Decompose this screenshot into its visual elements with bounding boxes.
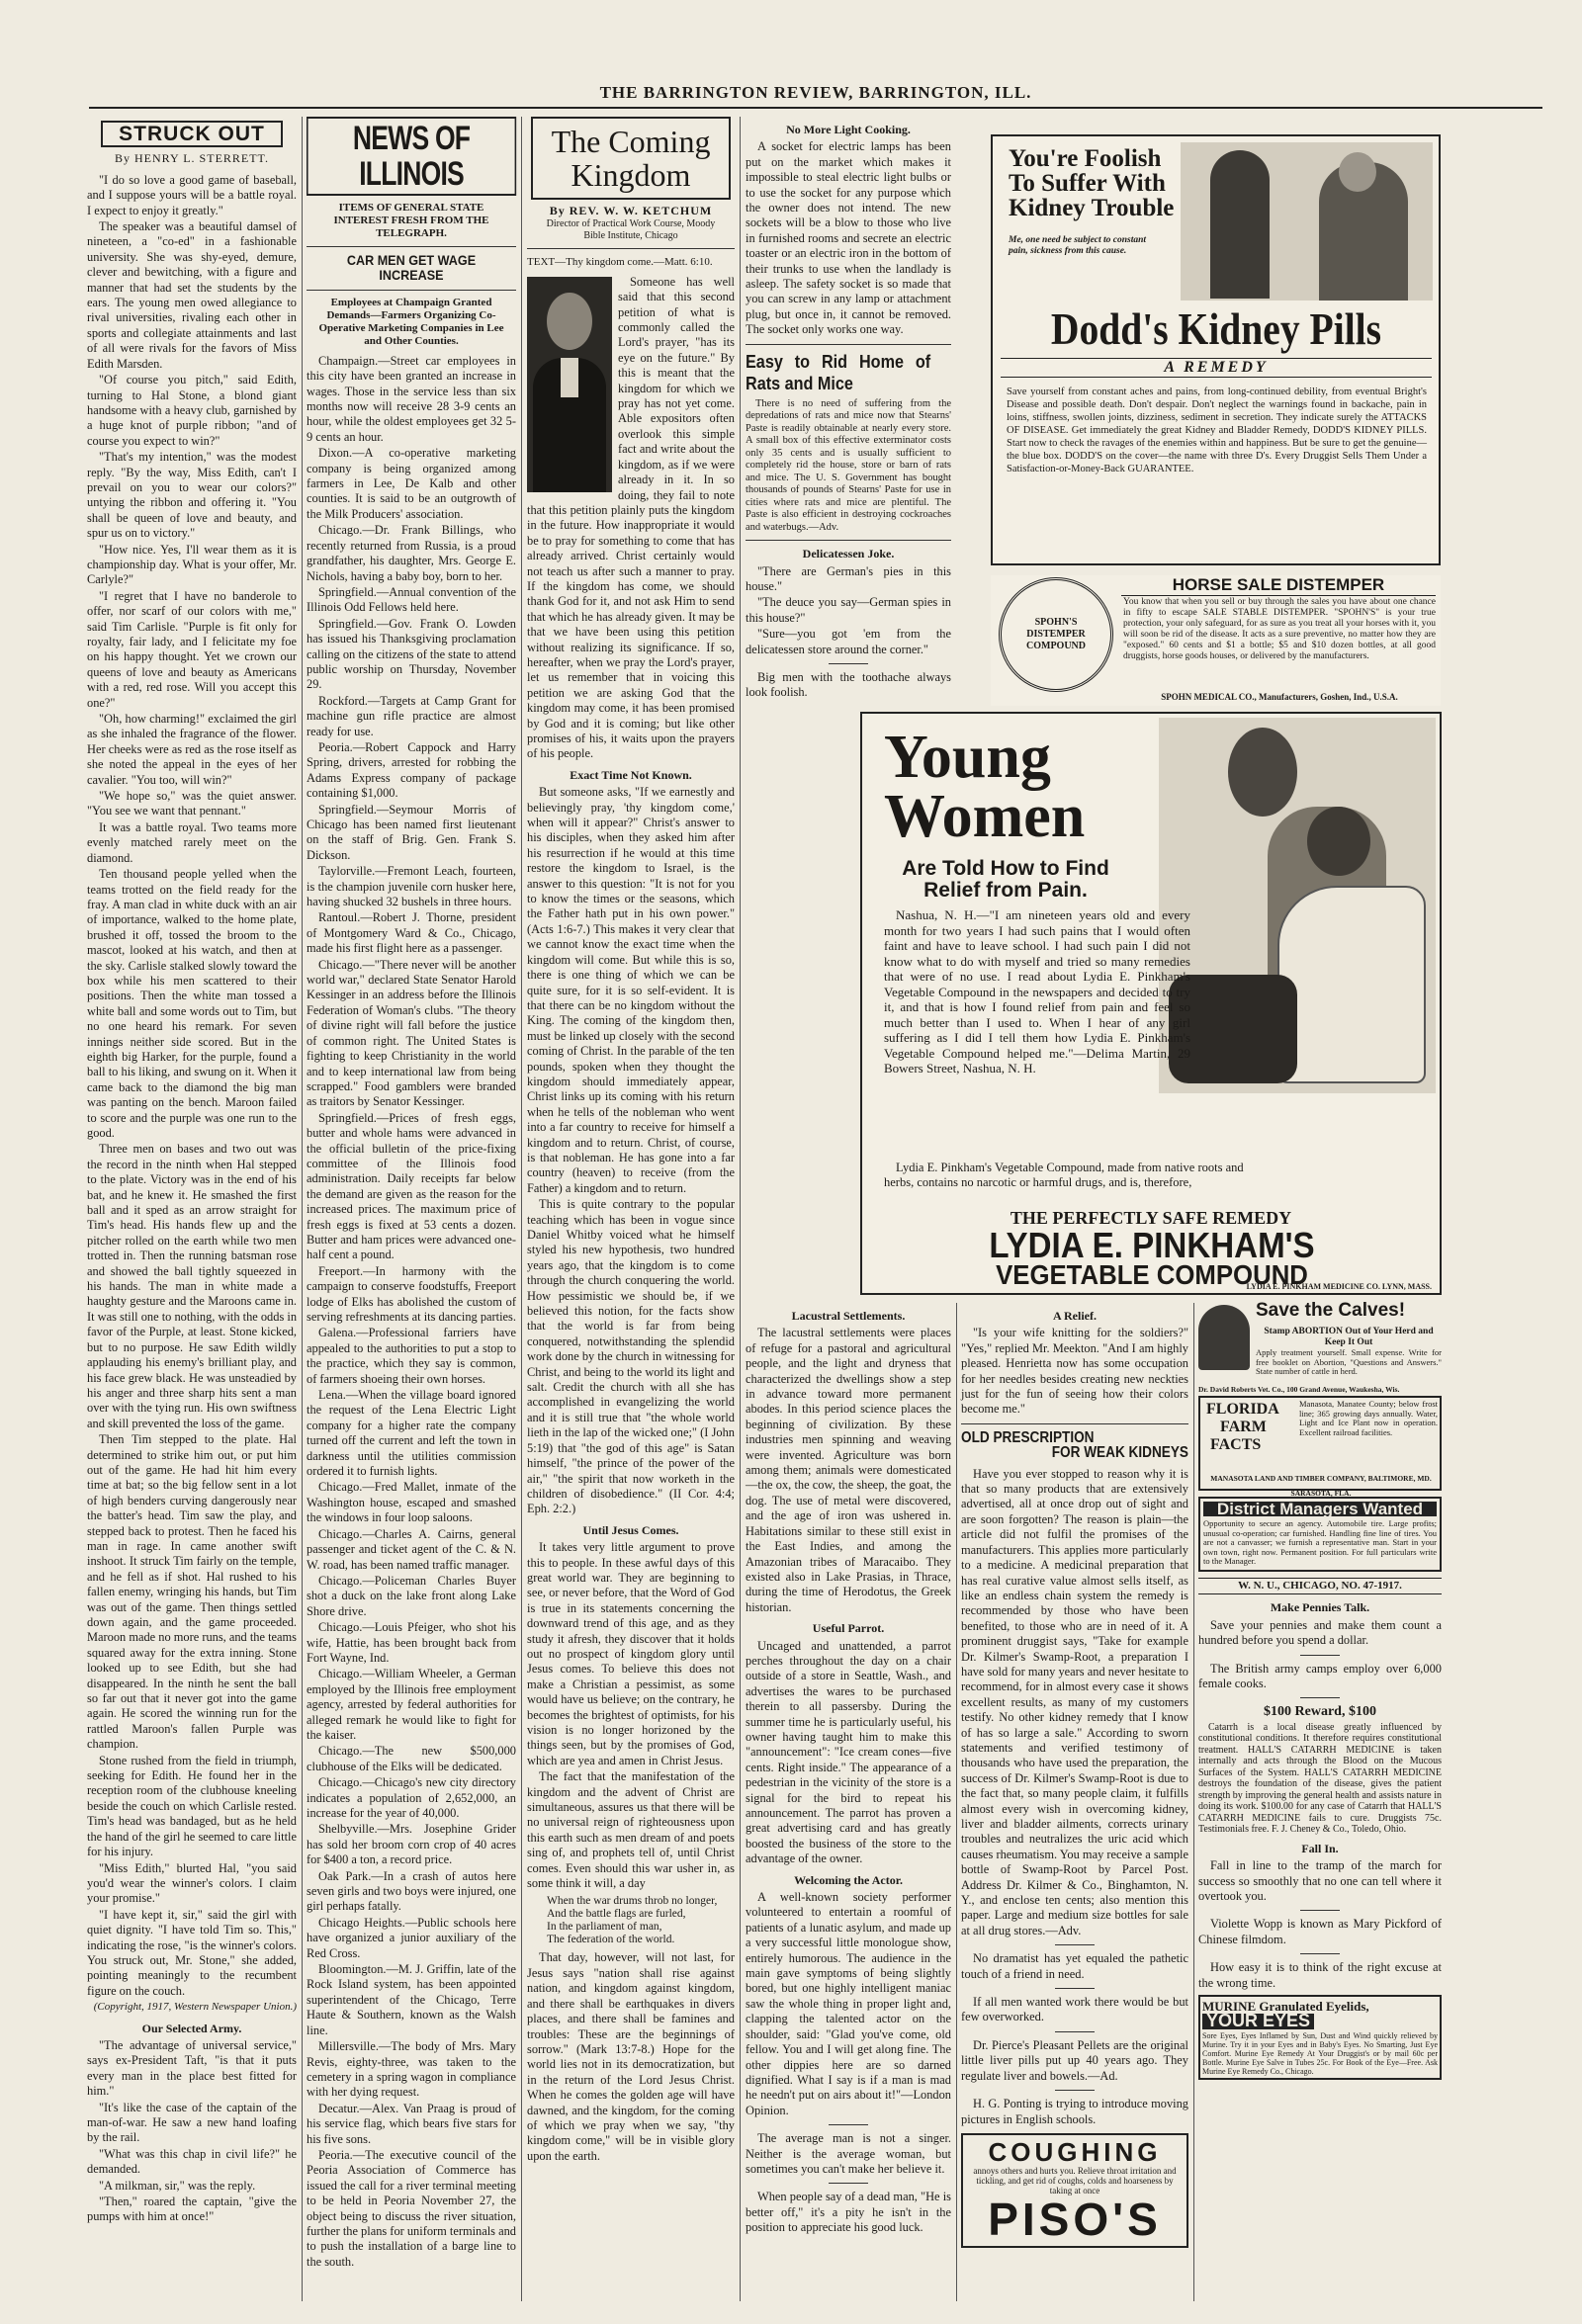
column-news-of-illinois <box>307 117 516 2301</box>
column-rule <box>1193 1303 1194 2301</box>
news-item: Chicago.—Dr. Frank Billings, who recently returned from Russia, is a proud grandfather, his daughter, Mrs. George E. Nichols, having a baby boy, born to her. <box>307 523 516 583</box>
managers-body: Opportunity to secure an agency. Automobile tire. Large profits; unusual co-operation; car furnished. Handling fine line of tires. You are not a canvasser; we furnish a representative man. Start in your own town, right now. Permanent position. For full particulars write to the Manager. <box>1203 1518 1437 1567</box>
illinois-items <box>307 354 516 2270</box>
story-paragraph: Then Tim stepped to the plate. Hal determined to strike him out, or put him out of the game. He had hit him every time at bat; so the big fellow sent in a lot of high benders curving dangerously near the batter's head. Tim saw the play, and stepped back to protest. Then he faced his man in rage. In came another swift inshoot. It struck Tim fairly on the temple, and he fell as if shot. Hal rushed to his fallen enemy, wringing his hands, but Tim was out of the game. Then things settled down again, and the game proceeded. Maroon made no more runs, and the teams squared away for the extra inning. Stone looked up to see Edith, but she had disappeared. In the ninth he sent the ball so far out that it never got into the game again. He scored the winning run for the rattled Maroon's fallen Purple was champion. <box>87 1432 297 1752</box>
kingdom-subhead-1: Exact Time Not Known. <box>570 767 692 782</box>
poem-line: In the parliament of man, <box>547 1921 662 1934</box>
pinkham-brand-1: LYDIA E. PINKHAM'S <box>989 1225 1315 1265</box>
prescription-title-2: FOR WEAK KIDNEYS <box>1051 1444 1188 1462</box>
portrait-head <box>547 293 592 350</box>
army-paragraph: "It's like the case of the captain of the man-of-war. He saw a new hand loafing by the rail. <box>87 2100 297 2145</box>
column-struck-out <box>87 117 297 2301</box>
story-paragraph: "Oh, how charming!" exclaimed the girl as she inhaled the fragrance of the flower. Her cheeks were as red as the rose itself as she noted the appeal in the eyes of her cavalier. "You too, will win?" <box>87 712 297 787</box>
column-classifieds <box>1198 1300 1442 2301</box>
light-cooking-title: No More Light Cooking. <box>786 123 911 136</box>
parrot-title: Useful Parrot. <box>812 1621 885 1636</box>
copyright-credit: (Copyright, 1917, Western Newspaper Union.) <box>93 2001 297 2014</box>
spohn-seal <box>999 577 1113 692</box>
news-item: Springfield.—Seymour Morris of Chicago has been named first lieutenant on the staff of Brig. Gen. Frank S. Dickson. <box>307 802 516 862</box>
news-item: Springfield.—Gov. Frank O. Lowden has issued his Thanksgiving proclamation calling on the citizens of the state to attend public worship on Thursday, November 29. <box>307 616 516 692</box>
dodds-illustration <box>1181 142 1433 301</box>
reward-body: Catarrh is a local disease greatly influenced by constitutional conditions. It therefore requires constitutional treatment. HALL'S CATARRH MEDICINE is taken internally and acts through the Blood on the Mucous Surfaces of the System. HALL'S CATARRH MEDICINE destroys the foundation of the disease, gives the patient strength by improving the general health and assists nature in doing its work. $100.00 for any case of Catarrh that HALL'S CATARRH MEDICINE fails to cure. Druggists 75c. Testimonials free. F. J. Cheney & Co., Toledo, Ohio. <box>1198 1721 1442 1836</box>
joke-line: "Sure—you got 'em from the delicatessen store around the corner." <box>746 627 951 656</box>
divider <box>307 246 516 247</box>
cooks-line: The British army camps employ over 6,000 female cooks. <box>1198 1661 1442 1690</box>
news-item: Springfield.—Annual convention of the Illinois Odd Fellows held here. <box>307 584 516 615</box>
army-title: Our Selected Army. <box>141 2021 242 2035</box>
divider <box>1055 1944 1095 1945</box>
ad-pisos <box>961 2133 1188 2248</box>
pinkham-subtitle <box>882 858 1129 902</box>
poem-line: And the battle flags are furled, <box>547 1908 686 1921</box>
story-paragraph: It was a battle royal. Two teams more evenly matched rarely meet on the diamond. <box>87 819 297 865</box>
army-body <box>87 2038 297 2225</box>
news-item: Galena.—Professional farriers have appealed to the authorities to put a stop to the practice, which they say is common, of farmers shoeing their own horses. <box>307 1326 516 1386</box>
news-item: Chicago.—The new $500,000 clubhouse of the Elks will be dedicated. <box>307 1744 516 1773</box>
news-item: Chicago.—Chicago's new city directory indicates a population of 2,652,000, an increase for the year of 40,000. <box>307 1775 516 1820</box>
news-item: Taylorville.—Fremont Leach, fourteen, is the champion juvenile corn husker here, having shucked 32 bushels in three hours. <box>307 864 516 909</box>
murine-body: Sore Eyes, Eyes Inflamed by Sun, Dust and Wind quickly relieved by Murine. Try it in your Eyes and in Baby's Eyes. No Smarting, Just Eye Comfort. Murine Eye Remedy At Your Druggist's or by mail 60c per Bottle. Murine Eye Salve in Tubes 25c. For Book of the Eye—Free. Ask Murine Eye Remedy Co., Chicago. <box>1202 2030 1438 2076</box>
news-item: Chicago.—William Wheeler, a German employed by the Illinois free employment agency, arrested by federal authorities for alleged remark he would like to fight for the kaiser. <box>307 1667 516 1742</box>
joke-line: "There are German's pies in this house." <box>746 563 951 593</box>
news-item: Chicago.—Louis Pfeiger, who shot his wife, Hattie, has been brought back from Fort Wayne, Ind. <box>307 1620 516 1665</box>
parrot-body: Uncaged and unattended, a parrot perches throughout the day on a chair outside of a store in Seattle, Wash., and advertises the wares to be purchased therein to all passersby. During the summer time he is particularly useful, his owner having taught him to make this "announcement": "Ice cream cones—five cents. Right inside." The appearance of a pedestrian in the vicinity of the store is a signal for the bird to repeat his announcement. The parrot has proven a great advertising card and has greatly boosted the business of the store to the advantage of the owner. <box>746 1638 951 1866</box>
news-item: Rockford.—Targets at Camp Grant for machine gun rifle practice are almost ready for use. <box>307 693 516 738</box>
illinois-deck: CAR MEN GET WAGE INCREASE <box>346 252 477 284</box>
poem-line: When the war drums throb no longer, <box>547 1895 718 1908</box>
prescription-body: Have you ever stopped to reason why it is that so many products that are extensively advertised, all at once drop out of sight and are soon forgotten? The reason is plain—the article did not fulfil the promises of the manufacturers. This applies more particularly to a medicine. A medicinal preparation that has real curative value almost sells itself, as like an endless chain system the remedy is recommended by those who have been benefited, to those who are in need of it. A prominent druggist says, "Take for example Dr. Kilmer's Swamp-Root, a preparation I have sold for many years and never hesitate to recommend, for in almost every case it shows excellent results, as many of my customers testify. No other kidney remedy that I know of has so large a sale." According to sworn statements and verified testimony of thousands who have used the preparation, the success of Dr. Kilmer's Swamp-Root is due to the fact that, so many people claim, it fulfills almost every wish in overcoming kidney, liver and bladder ailments, corrects urinary troubles and neutralizes the uric acid which causes rheumatism. You may receive a sample bottle of Swamp-Root by Parcel Post. Address Dr. Kilmer & Co., Binghamton, N. Y., and enclose ten cents; also mention this paper. Large and medium size bottles for sale at all drug stores.—Adv. <box>961 1466 1188 1937</box>
news-item: Rantoul.—Robert J. Thorne, president of Montgomery Ward & Co., Chicago, made his first flight here as a passenger. <box>307 910 516 956</box>
story-paragraph: "We hope so," was the quiet answer. "You see we want that pennant." <box>87 789 297 818</box>
portrait-collar <box>561 358 578 397</box>
prescription-title-1: OLD PRESCRIPTION <box>961 1428 1095 1446</box>
kingdom-paragraph: The fact that the manifestation of the kingdom and the advent of Christ are simultaneous, assures us that there will be no universal reign of righteousness upon this earth such as men dream of and poets sing of, and prophets tell of, until Christ comes. Even should this war usher in, as some think it will, a day <box>527 1769 735 1891</box>
story-byline: By HENRY L. STERRETT. <box>115 151 269 166</box>
pinkham-sub-2: Relief from Pain. <box>923 879 1088 902</box>
kingdom-body-4 <box>527 1950 735 2164</box>
story-paragraph: "Miss Edith," blurted Hal, "you said you'd wear the winner's colors. I claim your promise." <box>87 1860 297 1906</box>
reward-title: $100 Reward, $100 <box>1264 1704 1376 1720</box>
illinois-deck-2: Employees at Champaign Granted Demands—Farmers Organizing Co-Operative Marketing Companies in Lee and Other Counties. <box>318 296 504 347</box>
news-item: Decatur.—Alex. Van Praag is proud of his service flag, which bears five stars for his five sons. <box>307 2101 516 2146</box>
column-light-cooking <box>746 117 951 700</box>
divider <box>829 2124 868 2125</box>
story-paragraph: Ten thousand people yelled when the teams trotted on the field ready for the fray. A man clad in white duck with an air of importance, walked to the home plate, brushed it off, tossed the broom to the mascot, looked at his watch, and then at the sky. Carlisle stalked slowly toward the box while his men scattered to their positions. Then the white man tossed a white ball and some words out to Tim, but no one heard his remark. For seven innings neither side scored. But in the eighth big Harker, for the purple, found a ball to his liking, and swung on it. When it came back to the diamond the big man was panting on the bench. Maroon failed to score and the purple was one run to the good. <box>87 867 297 1140</box>
ponting-line: H. G. Ponting is trying to introduce moving pictures in English schools. <box>961 2097 1188 2126</box>
calves-body: Apply treatment yourself. Small expense. Write for free booklet on Abortion, "Questions and Answers." State number of cattle in herd. <box>1256 1347 1442 1376</box>
column-coming-kingdom <box>527 117 735 2301</box>
ad-murine <box>1198 1995 1442 2080</box>
column-old-prescription <box>961 1303 1188 2301</box>
calves-footer: Dr. David Roberts Vet. Co., 100 Grand Avenue, Waukesha, Wis. <box>1198 1385 1400 1394</box>
woman-seated-body <box>1277 886 1426 1083</box>
pinkham-sub-1: Are Told How to Find <box>902 857 1109 880</box>
kingdom-headline-box <box>531 117 731 200</box>
divider <box>1300 1697 1340 1698</box>
pinkham-title-line-1: Young <box>884 724 1051 791</box>
ad-district-managers <box>1198 1497 1442 1572</box>
author-portrait <box>527 277 612 492</box>
news-item: Dixon.—A co-operative marketing company is being organized among farmers in Lee, De Kalb and other counties. It is said to be an outgrowth of the Milk Producers' association. <box>307 446 516 521</box>
florida-body: Manasota, Manatee County; below frost line; 365 growing days annually. Water, Light and Ice Plant now in operation. Excellent railroad facilities. <box>1299 1399 1438 1437</box>
wnu-line: W. N. U., CHICAGO, NO. 47-1917. <box>1198 1578 1442 1594</box>
horse-title: HORSE SALE DISTEMPER <box>1121 575 1436 596</box>
dodds-line-1: You're Foolish <box>1009 145 1162 172</box>
story-headline: STRUCK OUT <box>119 123 265 145</box>
horse-body: You know that when you sell or buy through the sales you have about one chance in fifty to escape SALE STABLE DISTEMPER. "SPOHN'S" is your true protection, your only safeguard, for as sure as you treat all your horses with it, you will soon be rid of the disease. It acts as a sure preventive, no matter how they are "exposed." 60 cents and $1 a bottle; $5 and $10 dozen bottles, at all good druggists, horse goods houses, or delivered by the manufacturers. <box>1123 597 1436 661</box>
calves-title: Save the Calves! <box>1256 1300 1406 1321</box>
story-paragraph: "I regret that I have no banderole to offer, nor scarf of our colors with me," said Tim Carlisle. "Purple is fit only for royalty, fair lady, and I felicitate my foe on his happy thought. Yet we crown our queens of love and beauty as Americans with a red, red rose. Will you accept this one?" <box>87 588 297 710</box>
divider <box>527 248 735 249</box>
dodds-brand: Dodd's Kidney Pills <box>1050 303 1382 354</box>
story-paragraph: The speaker was a beautiful damsel of nineteen, a "co-ed" in a fashionable university. She was shy-eyed, demure, clever and bewitching, with a figure and manner that had set the students by the ears. The young men owed allegiance to rival universities, rivaling each other in sports and collegiate attainments and last of all were rivals for the favors of Miss Edith Marsden. <box>87 219 297 371</box>
dodds-note: Me, one need be subject to constant pain, sickness from this cause. <box>1009 235 1147 256</box>
managers-title: District Managers Wanted <box>1203 1502 1437 1516</box>
pinkham-title <box>884 724 1086 850</box>
dodds-line-2: To Suffer With <box>1009 170 1166 197</box>
ad-florida <box>1198 1396 1442 1499</box>
pinkham-illustration <box>1159 718 1436 1093</box>
lacustral-body: The lacustral settlements were places of refuge for a pastoral and agricultural people, and the light and dryness that characterized the dwellings show a step in advance toward more permanent abodes. In this period science places the beginning of civilization. By these industries men spinning and weaving were invented. Agriculture was born among them; animals were domesticated—the ox, the cow, the sheep, the goat, the dog. The use of metal were discovered, and the age of iron was ushered in. Habitations similar to these still exist in the East Indies, and among the Amazonian tribes of Maracaibo. They existed also in Lake Prasias, in Thrace, during the time of Herodotus, the Greek historian. <box>746 1326 951 1614</box>
story-body <box>87 173 297 1999</box>
column-rule <box>302 117 303 2301</box>
news-item: Lena.—When the village board ignored the request of the Lena Electric Light company for a higher rate the company turned off the current and left the town in darkness until the utilities commission ordered it to furnish lights. <box>307 1388 516 1479</box>
divider <box>1055 2090 1095 2091</box>
kingdom-paragraph: This is quite contrary to the popular teaching which has been in vogue since Daniel Whitby voiced what he himself styled his new hypothesis, two hundred years ago, that the kingdom is to come through the church conquering the world. How pessimistic we should be, if we believed this notion, for the facts show that the world is far from being conquered, notwithstanding the splendid work done by the church in witnessing for Christ, and being to the world its light and salt. Credit the church with all she has accomplished in evangelizing the world and it is still true that "the whole world lieth in the lap of the wicked one;" (I John 5:19) that "the god of this age" is Satan himself, "the prince of the power of the air," "the spirit that now worketh in the children of disobedience." (II Cor. 4:4; Eph. 2:2.) <box>527 1197 735 1516</box>
murine-title-1: MURINE Granulated Eyelids, <box>1202 1999 1369 2014</box>
lacustral-title: Lacustral Settlements. <box>791 1309 906 1323</box>
pinkham-brand-2: VEGETABLE COMPOUND <box>996 1259 1308 1290</box>
news-item: Peoria.—The executive council of the Peoria Association of Commerce has issued the call for a river terminal meeting to be held in Peoria November 27, the object being to discuss the river situation, further the plans for uniform terminals and to push the installation of a barge line to the south. <box>307 2147 516 2269</box>
news-item: Chicago.—Fred Mallet, inmate of the Washington house, escaped and smashed the windows in four loop saloons. <box>307 1480 516 1525</box>
poem-line: The federation of the world. <box>547 1934 675 1946</box>
pinkham-body: Nashua, N. H.—"I am nineteen years old and every month for two years I had such pains that I would often faint and have to leave school. I had such pain I did not know what to do with myself and tried so many remedies that were of no use. I read about Lydia E. Pinkham's Vegetable Compound in the newspapers and decided to try it, and that is how I found relief from pain and feel so much better than I used to. When I hear of any girl suffering as I did I tell them how Lydia E. Pinkham's Vegetable Compound helped me."—Delima Martin, 29 Bowers Street, Nashua, N. H. <box>884 907 1190 1076</box>
divider <box>1300 1953 1340 1954</box>
dead-man-line: When people say of a dead man, "He is better off," it's a pity he isn't in the position to appreciate his good luck. <box>746 2190 951 2235</box>
pinkham-safe: THE PERFECTLY SAFE REMEDY <box>1010 1208 1292 1228</box>
fall-in-body: Fall in line to the tramp of the march for success so smoothly that no one can tell where it overtook you. <box>1198 1858 1442 1903</box>
kingdom-paragraph: But someone asks, "If we earnestly and believingly pray, 'thy kingdom come,' when will it appear?" Christ's answer to his disciples, when they asked him after his resurrection if he would at this time restore the kingdom to Israel, is the answer to this question: "It is not for you to know the times or the seasons, which the Father hath put in his own power." (Acts 1:6-7.) This makes it very clear that we cannot know the exact time when the kingdom will come. But while this is so, there is one thing of which we can be quite sure, for it is so self-evident. It is that there can be no kingdom without the King. The coming of the kingdom then, must be linked up closely with the second coming of Christ. In the parable of the ten pounds, spoken when they thought the kingdom should immediately appear, Christ links up its coming with his return when he tells of the nobleman who went into a far country to receive for himself a kingdom and to return. Christ, of course, is that nobleman. He has gone into a far country (heaven) to receive (from the Father) a kingdom and to return. <box>527 785 735 1195</box>
news-item: Springfield.—Prices of fresh eggs, butter and whole hams were advanced in the official bulletin of the price-fixing committee of the Illinois food administration. Daily receipts far below the demand are given as the reason for the increased prices. The maximum price of fresh eggs is fixed at 53 cents a dozen. Butter and ham prices were advanced one-half cent a pound. <box>307 1110 516 1262</box>
coughing-sub: annoys others and hurts you. Relieve throat irritation and tickling, and get rid of coughs, colds and hoarseness by taking at once <box>973 2165 1177 2195</box>
story-paragraph: "How nice. Yes, I'll wear them as it is championship day. What is your offer, Mr. Carlyle?" <box>87 542 297 587</box>
divider <box>307 290 516 291</box>
woman-standing <box>1228 728 1297 817</box>
fall-in-title: Fall In. <box>1301 1841 1339 1855</box>
joke-line: "The deuce you say—German spies in this house?" <box>746 595 951 625</box>
army-paragraph: "The advantage of universal service," says ex-President Taft, "is that it puts every man in the place best fitted for him." <box>87 2037 297 2099</box>
kingdom-poem <box>547 1895 735 1946</box>
divider <box>1055 2031 1095 2032</box>
dramatist-line: No dramatist has yet equaled the pathetic touch of a friend in need. <box>961 1951 1188 1981</box>
divider <box>1300 1655 1340 1656</box>
news-item: Shelbyville.—Mrs. Josephine Grider has sold her broom corn crop of 40 acres for $400 a ton, a record price. <box>307 1822 516 1867</box>
story-paragraph: Stone rushed from the field in triumph, seeking for Edith. He found her in the reception room of the clubhouse kneeling beside the couch on which Carlisle rested. Tim's head was bandaged, but as he held the hand of the girl he seemed to care little for his injury. <box>87 1753 297 1859</box>
excuse-line: How easy it is to think of the right excuse at the wrong time. <box>1198 1960 1442 1990</box>
ad-pinkham-young-women <box>860 712 1442 1295</box>
illinois-subhead: ITEMS OF GENERAL STATE INTEREST FRESH FROM THE TELEGRAPH. <box>333 202 489 239</box>
light-cooking-body: A socket for electric lamps has been put on the market which makes it impossible to steal electric light bulbs or to use the socket for any purpose which the owner does not intend. The new sockets will be a blow to those who live in furnished rooms and secrete an electric toaster or an electric iron in the bottom of their trunks to use when the landlady is asleep. The safety socket is so made that you can screw in any lamp or attachment plug, but once in, it cannot be removed. The socket only works one way. <box>746 139 951 337</box>
kingdom-paragraph: It takes very little argument to prove this to people. In these awful days of this great world war. They are beginning to see, or never before, that the Word of God is true in its statements concerning the downward trend of this age, and as they study it afresh, they discover that it holds out no prospect of kingdom glory until Jesus comes. To believe this does not make a Christian a pessimist, as some would have us believe; on the contrary, he becomes the brightest of optimists, for his vision is no longer horizoned by the things seen, but by the promises of God, which are yea and amen in Christ Jesus. <box>527 1540 735 1767</box>
kingdom-text-reference: TEXT—Thy kingdom come.—Matt. 6:10. <box>527 256 713 269</box>
column-rule <box>956 1303 957 2301</box>
dodds-remedy: A REMEDY <box>1001 358 1432 378</box>
masthead: THE BARRINGTON REVIEW, BARRINGTON, ILL. <box>89 83 1542 109</box>
woman-seated-head <box>1307 807 1370 876</box>
pisos-brand: PISO'S <box>988 2193 1162 2245</box>
column-rule <box>740 117 741 2301</box>
army-paragraph: "Then," roared the captain, "give the pumps with him at once!" <box>87 2195 297 2224</box>
pierce-line: Dr. Pierce's Pleasant Pellets are the original little liver pills put up 40 years ago. They regulate liver and bowels.—Ad. <box>961 2037 1188 2083</box>
florida-footer: MANASOTA LAND AND TIMBER COMPANY, BALTIMORE, MD. SARASOTA, FLA. <box>1210 1474 1432 1499</box>
column-rule <box>521 117 522 2301</box>
illinois-headline: NEWS OF ILLINOIS <box>307 117 516 196</box>
news-item: Oak Park.—In a crash of autos here seven girls and two boys were injured, one girl perhaps fatally. <box>307 1868 516 1914</box>
story-paragraph: "Of course you pitch," said Edith, turning to Hal Stone, a blond giant handsome with a heavy club, garnished by a huge knot of purple ribbon; "and of course you expect to win?" <box>87 373 297 448</box>
story-paragraph: "I have kept it, sir," said the girl with quiet dignity. "I have told Tim so. This," indicating the rose, "is the winner's colors. You struck out, Mr. Stone," she added, pointing meaningly to the recumbent figure on the couch. <box>87 1907 297 1998</box>
overworked-line: If all men wanted work there would be but few overworked. <box>961 1995 1188 2024</box>
relief-title: A Relief. <box>1053 1309 1097 1323</box>
kingdom-body-2 <box>527 785 735 1517</box>
kingdom-byline-2: Director of Practical Work Course, Moody Bible Institute, Chicago <box>546 218 716 242</box>
toothache-line: Big men with the toothache always look foolish. <box>746 670 951 700</box>
divider <box>746 540 951 541</box>
kingdom-paragraph: Someone has well said that this second petition of what is commonly called the Lord's prayer, "has its eye on the future." By this is meant that the kingdom for which we pray has not yet come. Able expositors often overlook this simple fact and write about the kingdom, as if we were already in it. In so doing, they fail to note that this petition plainly puts the kingdom in the future. How inappropriate it would be to pray for something to come that has already arrived. Christ certainly would not teach us after such a manner to pray. If the kingdom has come, we should thank God for it, and not ask Him to send that which he has already given. It may be that we have been using this petition without realizing its significance. If so, hereafter, when we pray the Lord's prayer, let us remember that in voicing this petition we are asking God that the kingdom may come, it has been promised by God and it is coming; but like other promises of his, it waits upon the prayers of his people. <box>527 274 735 761</box>
column-lacustral <box>746 1303 951 2301</box>
army-paragraph: "A milkman, sir," was the reply. <box>99 2178 256 2193</box>
dodds-body: Save yourself from constant aches and pains, from long-continued debility, from eventual Bright's Disease and possible death. Don't despair. Don't neglect the warnings found in backache, pain in loins, stiffness, swollen joints, dizziness, sediment in secretion. They indicate surely the ATTACKS OF DISEASE. Get immediately the great Kidney and Bladder Remedy, DODD'S KIDNEY PILLS. Start now to check the ravages of the enemies within and happiness. But be sure to get the genuine—the blue box. DODD'S on the cover—the name with three D's. Every Druggist Sells Them Under a Satisfaction-or-Money-Back GUARANTEE. <box>1007 387 1427 474</box>
florida-word-3: FACTS <box>1210 1436 1262 1453</box>
news-item: Chicago.—"There never will be another world war," declared State Senator Harold Kessinger in an address before the Illinois Federation of Woman's clubs. "The theory of divine right will fall before the justice of common right. The United States is fighting to keep Christianity in the world and to keep international law from being scrapped." Food gamblers were branded as traitors by Senator Kessinger. <box>307 957 516 1109</box>
pinkham-title-line-2: Women <box>884 783 1086 850</box>
news-item: Peoria.—Robert Cappock and Harry Spring, drivers, arrested for robbing the Adams Express company of package containing $1,000. <box>307 739 516 801</box>
story-paragraph: "I do so love a good game of baseball, and I suppose yours will be a battle royal. I expect to enjoy it greatly." <box>87 172 297 217</box>
ad-horse-sale-distemper <box>991 575 1441 706</box>
divider <box>1300 1910 1340 1911</box>
kingdom-headline: The Coming Kingdom <box>551 124 711 193</box>
ad-dodds-kidney-pills <box>991 134 1441 565</box>
murine-title-2: YOUR EYES <box>1202 2014 1314 2028</box>
calves-sub: Stamp ABORTION Out of Your Herd and Keep It Out <box>1264 1327 1434 1347</box>
news-item: Champaign.—Street car employees in this city have been granted an increase in wages. Those in the service less than six months now will receive 28 3-9 cents an hour, while the oldest employees get 32 5-9 cents an hour. <box>307 353 516 444</box>
actor-title: Welcoming the Actor. <box>794 1872 903 1887</box>
divider <box>1055 1988 1095 1989</box>
news-item: Millersville.—The body of Mrs. Mary Revis, eighty-three, was taken to the cemetery in a spring wagon in compliance with her dying request. <box>307 2039 516 2100</box>
florida-word-2: FARM <box>1220 1419 1267 1435</box>
horse-footer: SPOHN MEDICAL CO., Manufacturers, Goshen, Ind., U.S.A. <box>1161 692 1398 702</box>
news-item: Chicago.—Charles A. Cairns, general passenger and ticket agent of the C. & N. W. road, has been named traffic manager. <box>307 1526 516 1572</box>
joke-title: Delicatessen Joke. <box>802 547 895 561</box>
actor-body: A well-known society performer volunteered to entertain a roomful of patients of a lunatic asylum, and made up a very successful little monologue show, entirely humorous. The audience in the main gave symptoms of being slightly bored, but one highly intelligent maniac saw the whole thing in proper light and, clapping the talented actor on the shoulder, said: "Glad you've come, old fellow. You and I will get along fine. The other dippies here are so darned dignified. What I say is if a man is mad he needn't put on airs about it!"—London Opinion. <box>746 1890 951 2117</box>
kingdom-byline: By REV. W. W. KETCHUM <box>549 204 713 217</box>
divider <box>829 2183 868 2184</box>
news-item: Chicago Heights.—Public schools here have organized a junior auxiliary of the Red Cross. <box>307 1915 516 1960</box>
rats-title: Easy to Rid Home of Rats and Mice <box>746 351 931 393</box>
news-item: Freeport.—In harmony with the campaign to conserve foodstuffs, Freeport lodge of Elks has abolished the custom of serving refreshments at its dancing parties. <box>307 1263 516 1324</box>
spohn-seal-text: SPOHN'S DISTEMPER COMPOUND <box>1026 617 1086 651</box>
headline-box <box>101 121 283 147</box>
divider <box>746 344 951 345</box>
rats-body: There is no need of suffering from the depredations of rats and mice now that Stearns' Paste is readily obtainable at nearly every store. A small box of this effective exterminator costs only 35 cents and is usually sufficient to completely rid the house, store or barn of rats and mice. The U. S. Government has bought thousands of pounds of Stearns' Paste for use in cities where rats and mice are plentiful. The Paste is also efficient in destroying cockroaches and waterbugs.—Adv. <box>746 397 951 533</box>
kingdom-paragraph: That day, however, will not last, for Jesus says "nation shall rise against nation, and kingdom against kingdom, and there shall be earthquakes in divers places, and there shall be famines and troubles: These are the beginnings of sorrow." (Mark 13:7-8.) Hope for the world lies not in its democratization, but in the return of the Lord Jesus Christ. When he comes the golden age will have dawned, and the kingdom, for the coming of which we pray when we say, "thy kingdom come," will be in visible glory upon the earth. <box>527 1950 735 2163</box>
pinkham-body-2: Lydia E. Pinkham's Vegetable Compound, made from native roots and herbs, contains no narcotic or harmful drugs, and is, therefore, <box>884 1161 1244 1189</box>
ad-save-calves <box>1198 1300 1442 1394</box>
news-item: Bloomington.—M. J. Griffin, late of the Rock Island system, has been appointed superintendent of the Chicago, Terre Haute & Southern, known as the Walsh line. <box>307 1962 516 2037</box>
pinkham-footer: LYDIA E. PINKHAM MEDICINE CO. LYNN, MASS. <box>1246 1282 1432 1291</box>
pennies-title: Make Pennies Talk. <box>1270 1600 1370 1615</box>
singer-line: The average man is not a singer. Neither is the average woman, but sometimes you can't make her believe it. <box>746 2131 951 2176</box>
coughing-title: COUGHING <box>988 2136 1162 2167</box>
army-paragraph: "What was this chap in civil life?" he demanded. <box>87 2146 297 2177</box>
kingdom-subhead-2: Until Jesus Comes. <box>582 1522 679 1537</box>
kingdom-body-3 <box>527 1540 735 1891</box>
figure-head <box>1339 152 1376 192</box>
dodds-line-3: Kidney Trouble <box>1009 195 1175 221</box>
relief-body: "Is your wife knitting for the soldiers?" "Yes," replied Mr. Meekton. "And I am highly pleased. Henrietta now has some occupation for her needles besides creating new neckties just for the fun of seeing how their colors become me." <box>961 1326 1188 1417</box>
calf-portrait <box>1198 1305 1250 1370</box>
pennies-body: Save your pennies and make them count a hundred before you spend a dollar. <box>1198 1617 1442 1648</box>
wopp-line: Violette Wopp is known as Mary Pickford of Chinese filmdom. <box>1198 1917 1442 1946</box>
story-paragraph: Three men on bases and two out was the record in the ninth when Hal stepped to the plate. Victory was in the end of his bat, and he knew it. He smashed the first ball and it sped as an arrow straight for Tim's head. His hands flew up and the pitcher rolled on the earth while two men trotted in. Then the running batsman rose and showed the ball tightly squeezed in his hands. The man in white made a haughty gesture and the Maroons came in. It was still one to nothing, with the odds in favor of the Purple, at least. Stone kicked, but to no purpose. He saw Edith wildly applauding his enemy's brilliant play, and his face grew black. He was unsteadied by his anger and three sharp hits sent a man over with the tying run. His own swiftness and skill prevented the loss of the game. <box>87 1142 298 1430</box>
joke-body <box>746 564 951 657</box>
florida-word-1: FLORIDA <box>1206 1401 1279 1418</box>
dodds-headline <box>1009 146 1174 220</box>
story-paragraph: "That's my intention," was the modest reply. "By the way, Miss Edith, can't I prevail on you to wear our colors?" untying the ribbon and offering it. "You shall be queen of love and beauty, and spur us on to victory." <box>87 450 297 541</box>
divider <box>961 1423 1188 1424</box>
divider <box>829 663 868 664</box>
news-item: Chicago.—Policeman Charles Buyer shot a duck on the lake front along Lake Shore drive. <box>307 1573 516 1618</box>
figure-left <box>1210 150 1270 299</box>
